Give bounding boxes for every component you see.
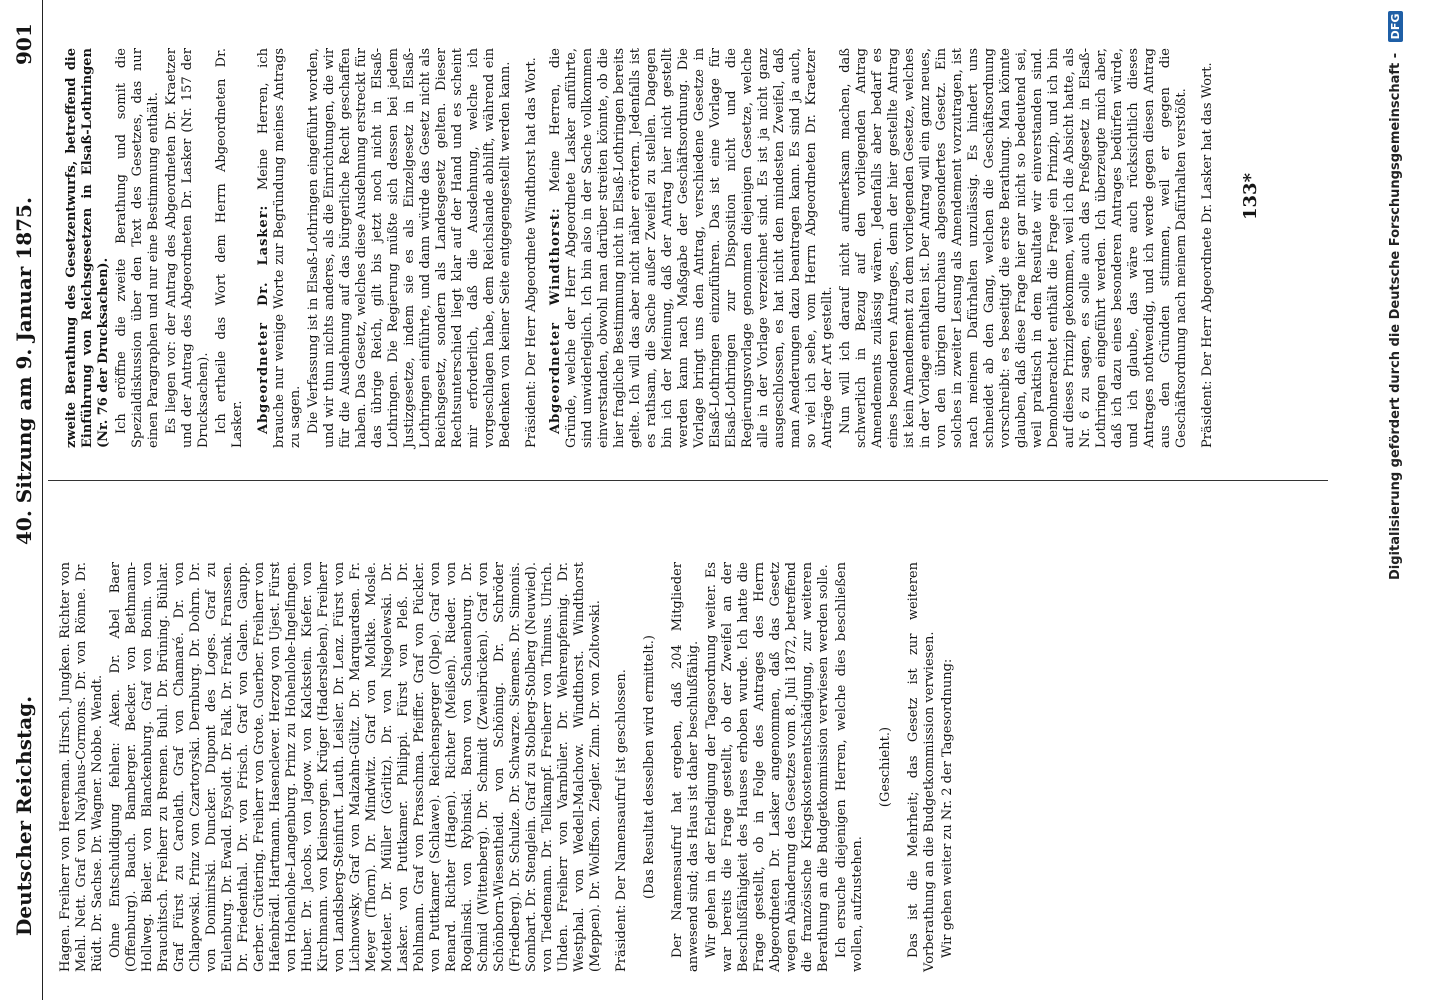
result-pending-note: (Das Resultat desselben wird ermittelt.) [642,635,657,899]
absent-excused-continued: Hagen. Freiherr von Heereman. Hirsch. Jungken. Richter von Mehl. Nett. Graf von Nayhaus-Cormons. Dr. von Rönne. Dr. Rüdt. Dr. Sachse. Dr. Wagner. Nobbe. Wendt. [58,562,105,972]
column-divider [48,480,1328,481]
digitization-note: Digitalisierung gefördert durch die Deutsche Forschungsgemeinschaft - [1388,52,1403,580]
lasker-speech [256,48,304,448]
opening-paragraph-3: Ich ertheile das Wort dem Herrn Abgeordneten Dr. Lasker. [214,48,245,448]
speaker-windthorst: Abgeordneter Windthorst: [548,207,563,434]
agenda-heading: zweite Berathung des Gesetzentwurfs, betreffend die Einführung von Reichsgesetzen in Elsaß-Lothringen (Nr. 76 der Drucksachen). [64,48,111,448]
reaction-note: (Geschieht.) [878,726,893,808]
president-statement-2: Präsident: Der Herr Abgeordnete Windthorst hat das Wort. [524,57,539,448]
dfg-logo-icon: DFG [1388,11,1403,43]
opening-paragraph-1: Ich eröffne die zweite Berathung und somit die Spezialdiskussion über den Text des Gesetzes, das nur einen Paragraphen und nur eine Bestimmung enthält. [114,48,161,448]
result-paragraph-1: Der Namensaufruf hat ergeben, daß 204 Mitglieder anwesend sind; das Haus ist daher beschlußfähig. [670,562,701,972]
running-head [8,0,43,1000]
windthorst-paragraph-2: Nun will ich darauf nicht aufmerksam machen, daß schwerlich in Bezug auf den vorliegenden Antrag Amendements zulässig wären. Jedenfalls aber bedarf es eines besonderen Antrages, denn der hier gestellte Antrag ist kein Amendement zu dem vorliegenden Gesetze, welches in der Vorlage enthalten ist. Der Antrag will ein ganz neues, von den übrigen durchaus abgesondertes Gesetz. Ein solches in zweiter Lesung als Amendement vorzutragen, ist nach meinem Dafürhalten unzulässig. Es hindert uns schneidet ab den Gang, welchen die Geschäftsordnung vorschreibt: es beseitigt die erste Berathung. Man könnte glauben, daß diese Frage hier gar nicht so bedeutend sei, weil praktisch in dem Resultate wir einverstanden sind. Demohnerachtet enthält die Frage ein Prinzip, und ich bin auf dieses Prinzip gekommen, weil ich die Absicht hatte, als Nr. 6 zu sagen, es solle auch das Preßgesetz in Elsaß-Lothringen eingeführt werden. Ich überzeugte mich aber, daß ich dazu eines besonderen Antrages bedürfen würde, und ich glaube, das wäre auch rücksichtlich dieses Antrages nothwendig, und ich werde gegen diesen Antrag aus den Gründen stimmen, weil er gegen die Geschäftsordnung nach meinem Dafürhalten verstößt. [838,48,1189,448]
signature-mark: 133* [1240,173,1261,220]
lasker-paragraph-1: Meine Herren, ich brauche nur wenige Worte zur Begründung meines Antrags zu sagen. [256,48,303,448]
result-paragraph-2: Wir gehen in der Erledigung der Tagesordnung weiter. Es war bereits die Frage gestellt, ob der Zweifel an der Beschlußfähigkeit des Hauses erhoben wurde. Ich hatte die Frage gestellt, ob in Folge des Antrages des Herrn Abgeordneten Dr. Lasker angenommen, daß das Gesetz wegen Abänderung des Gesetzes vom 8. Juli 1872, betreffend die französische Kriegskostenentschädigung, zur weiteren Berathung an die Budgetkommission verwiesen werden solle. [704,562,831,972]
lasker-paragraph-2: Die Verfassung ist in Elsaß-Lothringen eingeführt worden, und wir thun nichts anderes, als die Einrichtungen, die wir für die Ausdehnung auf das bürgerliche Recht geschaffen haben. Das Gesetz, welches diese Ausdehnung erstreckt für das übrige Reich, gilt bis jetzt noch nicht in Elsaß-Lothringen. Die Regierung müßte sich dessen bei jedem Justizgesetze, indem sie es als Einzelgesetz in Elsaß-Lothringen einführte, und dann würde das Gesetz nicht als Reichsgesetz, sondern als Landesgesetz gelten. Dieser Rechtsunterschied liegt klar auf der Hand und es scheint mir erforderlich, daß die Ausdehnung, welche ich vorgeschlagen habe, dem Reichslande abhilft, während ein Bedenken von keiner Seite entgegengestellt werden kann. [306,48,513,448]
speaker-lasker: Abgeordneter Dr. Lasker: [256,204,271,434]
absent-unexcused-list: Ohne Entschuldigung fehlen: Aken. Dr. Abel Baer (Offenburg). Bauch. Bamberger. Becker. von Bethmann-Hollweg. Bieler. von Blanckenburg. Graf von Bonin. von Brauchitsch. Freiherr zu Bremen. Buhl. Dr. Brüning. Bühlar. Graf Fürst zu Carolath. Graf von Chamaré. Dr. von Chlapowski. Prinz von Czartoryski. Dernburg. Dr. Dohrn. Dr. von Donimirski. Duncker. Dupont des Loges. Graf zu Eulenburg. Dr. Ewald. Eysoldt. Dr. Falk. Dr. Frank. Franssen. Dr. Friedenthal. Dr. von Frisch. Graf von Galen. Gaupp. Gerber. Grütering. Freiherr von Grote. Guerber. Freiherr von Hafenbrädl. Hartmann. Hasenclever. Herzog von Ujest. Fürst von Hohenlohe-Langenburg. Prinz zu Hohenlohe-Ingelfingen. Huber. Dr. Jacobs. von Jagow. von Kalckstein. Kiefer. von Kirchmann. von Kleinsorgen. Krüger (Hadersleben). Freiherr von Landsberg-Steinfurt. Lauth. Leisler. Dr. Lenz. Fürst von Lichnowsky. Graf von Malzahn-Gültz. Dr. Marquardsen. Fr. Meyer (Thorn). Dr. Mindwitz. Graf von Moltke. Mosle. Motteler. Dr. Müller (Görlitz). Dr. von Niegolewski. Dr. Lasker. von Puttkamer. Philippi. Fürst von Pleß. Dr. Pohlmann. Graf von Prasschma. Pfeiffer. Graf von Pückler. von Puttkamer (Schlawe). Reichensperger (Olpe). Graf von Renard. Richter (Hagen). Richter (Meißen). Rieder. von Rogalinski. von Rybinski. Baron von Schauenburg. Dr. Schmid (Wittenberg). Dr. Schmidt (Zweibrücken). Graf von Schönborn-Wiesentheid. von Schöning. Dr. Schröder (Friedberg). Dr. Schulze. Dr. Schwarze. Siemens. Dr. Simonis. Sombart. Dr. Stenglein. Graf zu Stolberg-Stolberg (Neuwied). von Tiedemann. Dr. Tellkampf. Freiherr von Thimus. Ulrich. Uhden. Freiherr von Varnbüler. Dr. Wehrenpfennig. Dr. Westphal. von Wedell-Malchow. Windthorst. Windthorst (Meppen). Dr. Wolffson. Ziegler. Zinn. Dr. von Zoltowski. [108,562,603,972]
left-column [58,562,958,972]
president-statement-3: Präsident: Der Herr Abgeordnete Dr. Lasker hat das Wort. [1200,62,1215,448]
running-head-left: Deutscher Reichstag. [12,695,36,936]
closing-paragraph-2: Wir gehen weiter zu Nr. 2 der Tagesordnung: [940,658,955,958]
page-number: 901 [12,23,36,65]
opening-paragraph-2: Es liegen vor: der Antrag des Abgeordneten Dr. Kraetzer und der Antrag des Abgeordneten Dr. Lasker (Nr. 157 der Drucksachen). [164,48,211,448]
right-column [58,48,1218,448]
running-head-session: 40. Sitzung am 9. Januar 1875. [12,197,36,545]
windthorst-paragraph-1: Meine Herren, die Gründe, welche der Herr Abgeordnete Lasker anführte, sind unwiderleglich. Ich bin also in der Sache vollkommen einverstanden, obwohl man darüber streiten könnte, ob die hier fragliche Bestimmung nicht in Elsaß-Lothringen bereits gelte. Ich will das aber nicht näher erörtern. Jedenfalls ist es rathsam, die Sache außer Zweifel zu stellen. Dagegen bin ich der Meinung, daß der Antrag hier nicht gestellt werden kann nach Maßgabe der Geschäftsordnung. Die Vorlage bringt uns den Antrag, verschiedene Gesetze in Elsaß-Lothringen einzuführen. Das ist eine Vorlage für Elsaß-Lothringen zur Disposition nicht und die Regierungsvorlage genommen diejenigen Gesetze, welche alle in der Vorlage verzeichnet sind. Es ist ja nicht ganz ausgeschlossen, es hat nicht den mindesten Zweifel, daß man Aenderungen dazu beantragen kann. Es sind ja auch, so viel ich sehe, vom Herrn Abgeordneten Dr. Kraetzer Anträge der Art gestellt. [548,48,835,448]
result-paragraph-3: Ich ersuche diejenigen Herren, welche dies beschließen wollen, aufzustehen. [834,562,865,972]
president-statement-1: Präsident: Der Namensaufruf ist geschlossen. [614,669,629,972]
digitization-footer [1388,0,1428,580]
closing-paragraph-1: Das ist die Mehrheit; das Gesetz ist zur weiteren Vorberathung an die Budgetkommission verwiesen. [906,562,937,972]
windthorst-speech [548,48,836,448]
